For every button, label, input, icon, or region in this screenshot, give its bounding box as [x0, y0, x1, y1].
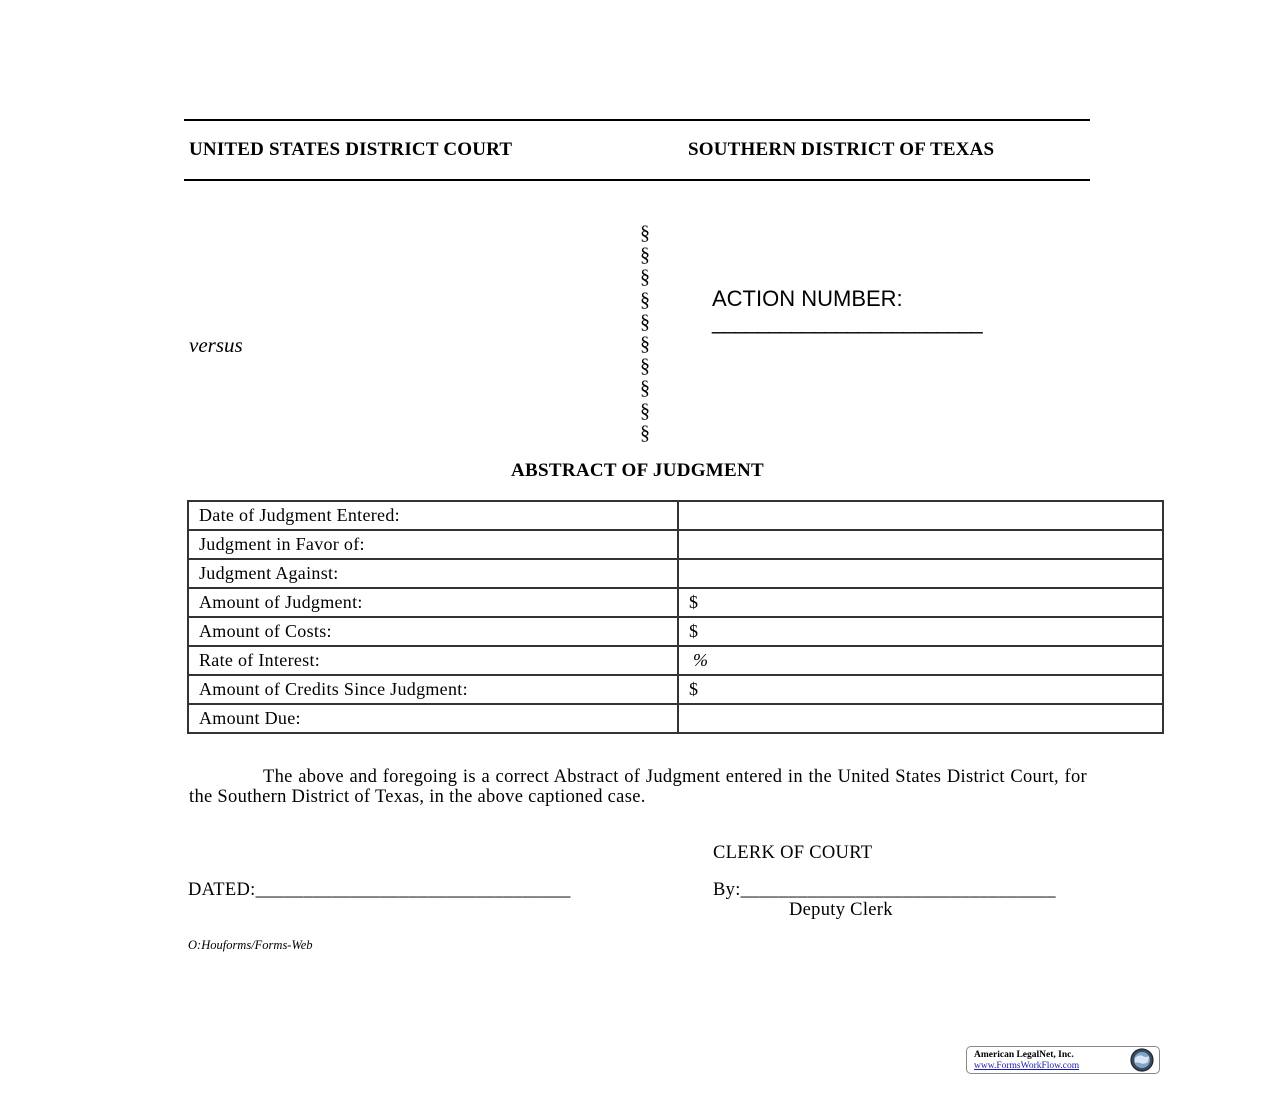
document-title: ABSTRACT OF JUDGMENT — [510, 460, 765, 481]
section-mark: § — [640, 399, 650, 422]
row-label: Judgment in Favor of: — [188, 530, 678, 559]
row-value[interactable] — [678, 559, 1163, 588]
section-mark: § — [640, 421, 650, 444]
table-row — [188, 501, 1163, 530]
row-value[interactable]: $ — [678, 675, 1163, 704]
table-row — [188, 617, 1163, 646]
dated-field[interactable]: DATED:_________________________________ — [188, 880, 571, 900]
section-mark: § — [640, 266, 650, 289]
row-label: Amount of Credits Since Judgment: — [188, 675, 678, 704]
row-value[interactable] — [678, 501, 1163, 530]
section-mark: § — [640, 288, 650, 311]
section-mark: § — [640, 244, 650, 267]
row-label: Rate of Interest: — [188, 646, 678, 675]
footer-file-path: O:Houforms/Forms-Web — [188, 938, 313, 952]
district-name: SOUTHERN DISTRICT OF TEXAS — [688, 139, 995, 160]
court-name: UNITED STATES DISTRICT COURT — [189, 139, 513, 160]
certification-text: The above and foregoing is a correct Abstract of Judgment entered in the United States District Court, for the Southern District of Texas, in the above captioned case. — [189, 767, 1087, 807]
row-value[interactable] — [678, 704, 1163, 733]
row-value[interactable]: $ — [678, 588, 1163, 617]
clerk-of-court-label: CLERK OF COURT — [713, 843, 873, 863]
table-row — [188, 704, 1163, 733]
action-number-label: ACTION NUMBER: — [712, 286, 903, 311]
row-value[interactable]: $ — [678, 617, 1163, 646]
publisher-name: American LegalNet, Inc. — [974, 1050, 1074, 1060]
section-mark: § — [640, 355, 650, 378]
publisher-badge — [966, 1046, 1160, 1074]
signature-by-field[interactable]: By:_________________________________ — [713, 880, 1056, 900]
section-mark: § — [640, 310, 650, 333]
deputy-clerk-label: Deputy Clerk — [789, 900, 893, 920]
header-bottom-rule — [184, 179, 1090, 181]
globe-logo-icon — [1129, 1048, 1155, 1072]
row-label: Amount of Costs: — [188, 617, 678, 646]
judgment-table — [187, 500, 1164, 734]
table-row — [188, 646, 1163, 675]
row-label: Amount Due: — [188, 704, 678, 733]
section-mark: § — [640, 377, 650, 400]
percent-sign: % — [693, 650, 709, 670]
table-row — [188, 675, 1163, 704]
row-label: Date of Judgment Entered: — [188, 501, 678, 530]
table-row — [188, 559, 1163, 588]
row-value[interactable] — [678, 646, 1163, 675]
certification-statement — [189, 767, 1087, 807]
section-mark: § — [640, 222, 650, 244]
table-row — [188, 530, 1163, 559]
section-mark: § — [640, 332, 650, 355]
publisher-link[interactable]: www.FormsWorkFlow.com — [974, 1061, 1080, 1071]
action-number-blank[interactable]: ________________________ — [712, 309, 982, 334]
row-value[interactable] — [678, 530, 1163, 559]
row-label: Judgment Against: — [188, 559, 678, 588]
table-row — [188, 588, 1163, 617]
section-mark-column — [636, 222, 654, 444]
header-top-rule — [184, 119, 1090, 121]
row-label: Amount of Judgment: — [188, 588, 678, 617]
versus-label: versus — [189, 333, 243, 357]
